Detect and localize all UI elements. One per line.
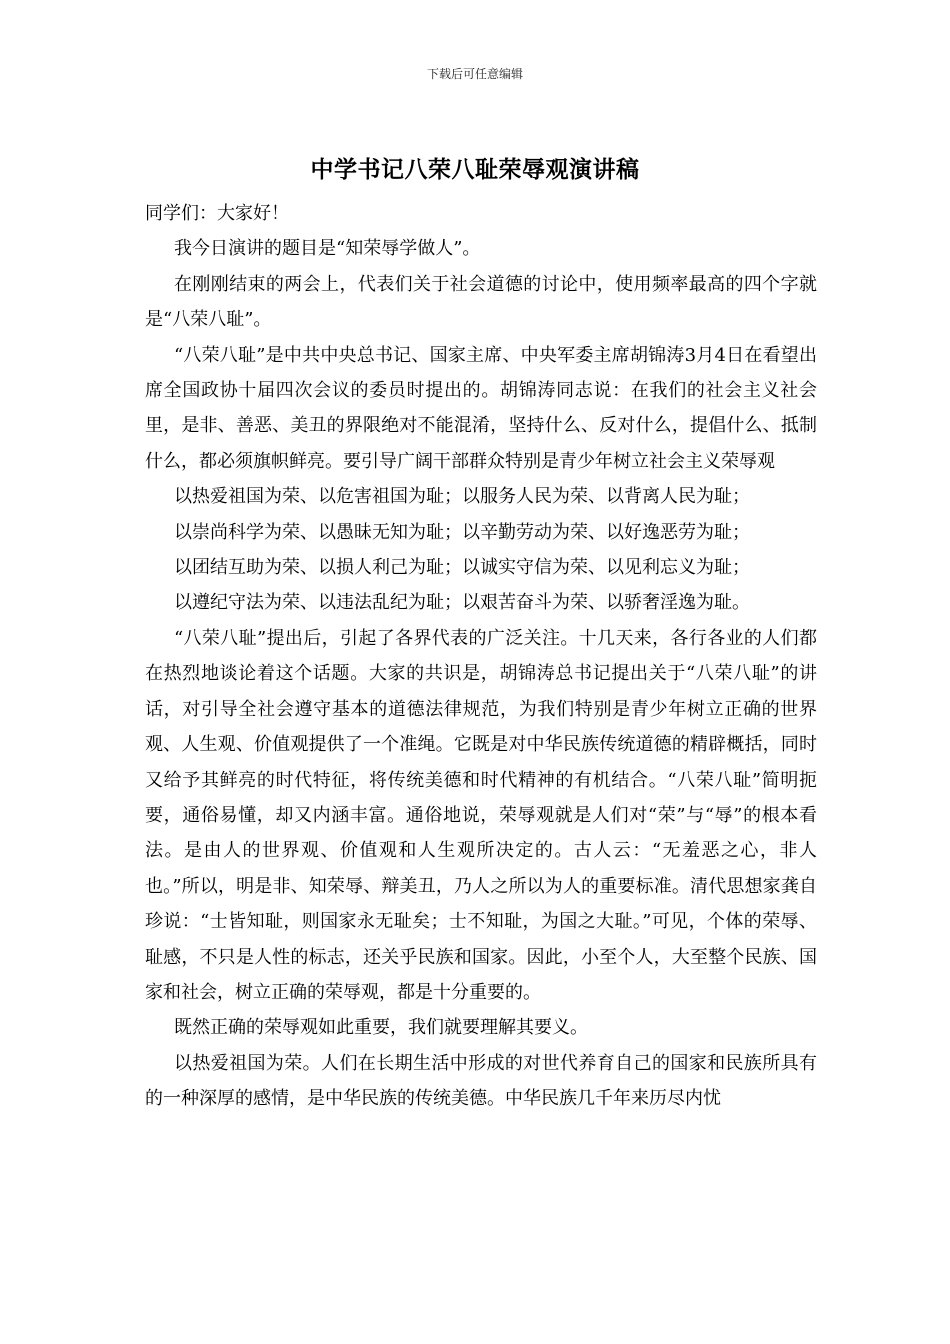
- paragraph: “八荣八耻”是中共中央总书记、国家主席、中央军委主席胡锦涛3月4日在看望出席全国政协十届四次会议的委员时提出的。胡锦涛同志说：在我们的社会主义社会里，是非、善恶、美丑的界限绝对不能混淆，坚持什么、反对什么，提倡什么、抵制什么，都必须旗帜鲜亮。要引导广阔干部群众特别是青少年树立社会主义荣辱观: [145, 344, 817, 472]
- paragraph: 既然正确的荣辱观如此重要，我们就要理解其要义。: [174, 1017, 588, 1039]
- paragraph: “八荣八耻”提出后，引起了各界代表的广泛关注。十几天来，各行各业的人们都在热烈地谈论着这个话题。大家的共识是，胡锦涛总书记提出关于“八荣八耻”的讲话，对引导全社会遵守基本的道德法律规范，为我们特别是青少年树立正确的世界观、人生观、价值观提供了一个准绳。它既是对中华民族传统道德的精辟概括，同时又给予其鲜亮的时代特征，将传统美德和时代精神的有机结合。“八荣八耻”简明扼要，通俗易懂，却又内涵丰富。通俗地说，荣辱观就是人们对“荣”与“辱”的根本看法。是由人的世界观、价值观和人生观所决定的。古人云：“无羞恶之心，非人也。”所以，明是非、知荣辱、辩美丑，乃人之所以为人的重要标准。清代思想家龚自珍说：“士皆知耻，则国家永无耻矣；士不知耻，为国之大耻。”可见，个体的荣辱、耻感，不只是人性的标志，还关乎民族和国家。因此，小至个人，大至整个民族、国家和社会，树立正确的荣辱观，都是十分重要的。: [145, 627, 817, 1003]
- paragraph: 在刚刚结束的两会上，代表们关于社会道德的讨论中，使用频率最高的四个字就是“八荣八耻”。: [145, 273, 817, 331]
- paragraph: 同学们：大家好！: [145, 203, 289, 224]
- paragraph: 我今日演讲的题目是“知荣辱学做人”。: [174, 238, 481, 260]
- page-header: 下载后可任意编辑: [426, 67, 523, 81]
- paragraph: 以热爱祖国为荣。人们在长期生活中形成的对世代养育自己的国家和民族所具有的一种深厚的感情，是中华民族的传统美德。中华民族几千年来历尽内忧: [145, 1052, 817, 1110]
- paragraph: 以团结互助为荣、以损人利己为耻；以诚实守信为荣、以见利忘义为耻；: [174, 557, 750, 579]
- document-body: [145, 196, 817, 1117]
- document-title: 中学书记八荣八耻荣辱观演讲稿: [310, 156, 640, 183]
- paragraph: 以热爱祖国为荣、以危害祖国为耻；以服务人民为荣、以背离人民为耻；: [174, 486, 750, 508]
- paragraph: 以崇尚科学为荣、以愚昧无知为耻；以辛勤劳动为荣、以好逸恶劳为耻；: [174, 521, 750, 543]
- paragraph: 以遵纪守法为荣、以违法乱纪为耻；以艰苦奋斗为荣、以骄奢淫逸为耻。: [174, 592, 750, 614]
